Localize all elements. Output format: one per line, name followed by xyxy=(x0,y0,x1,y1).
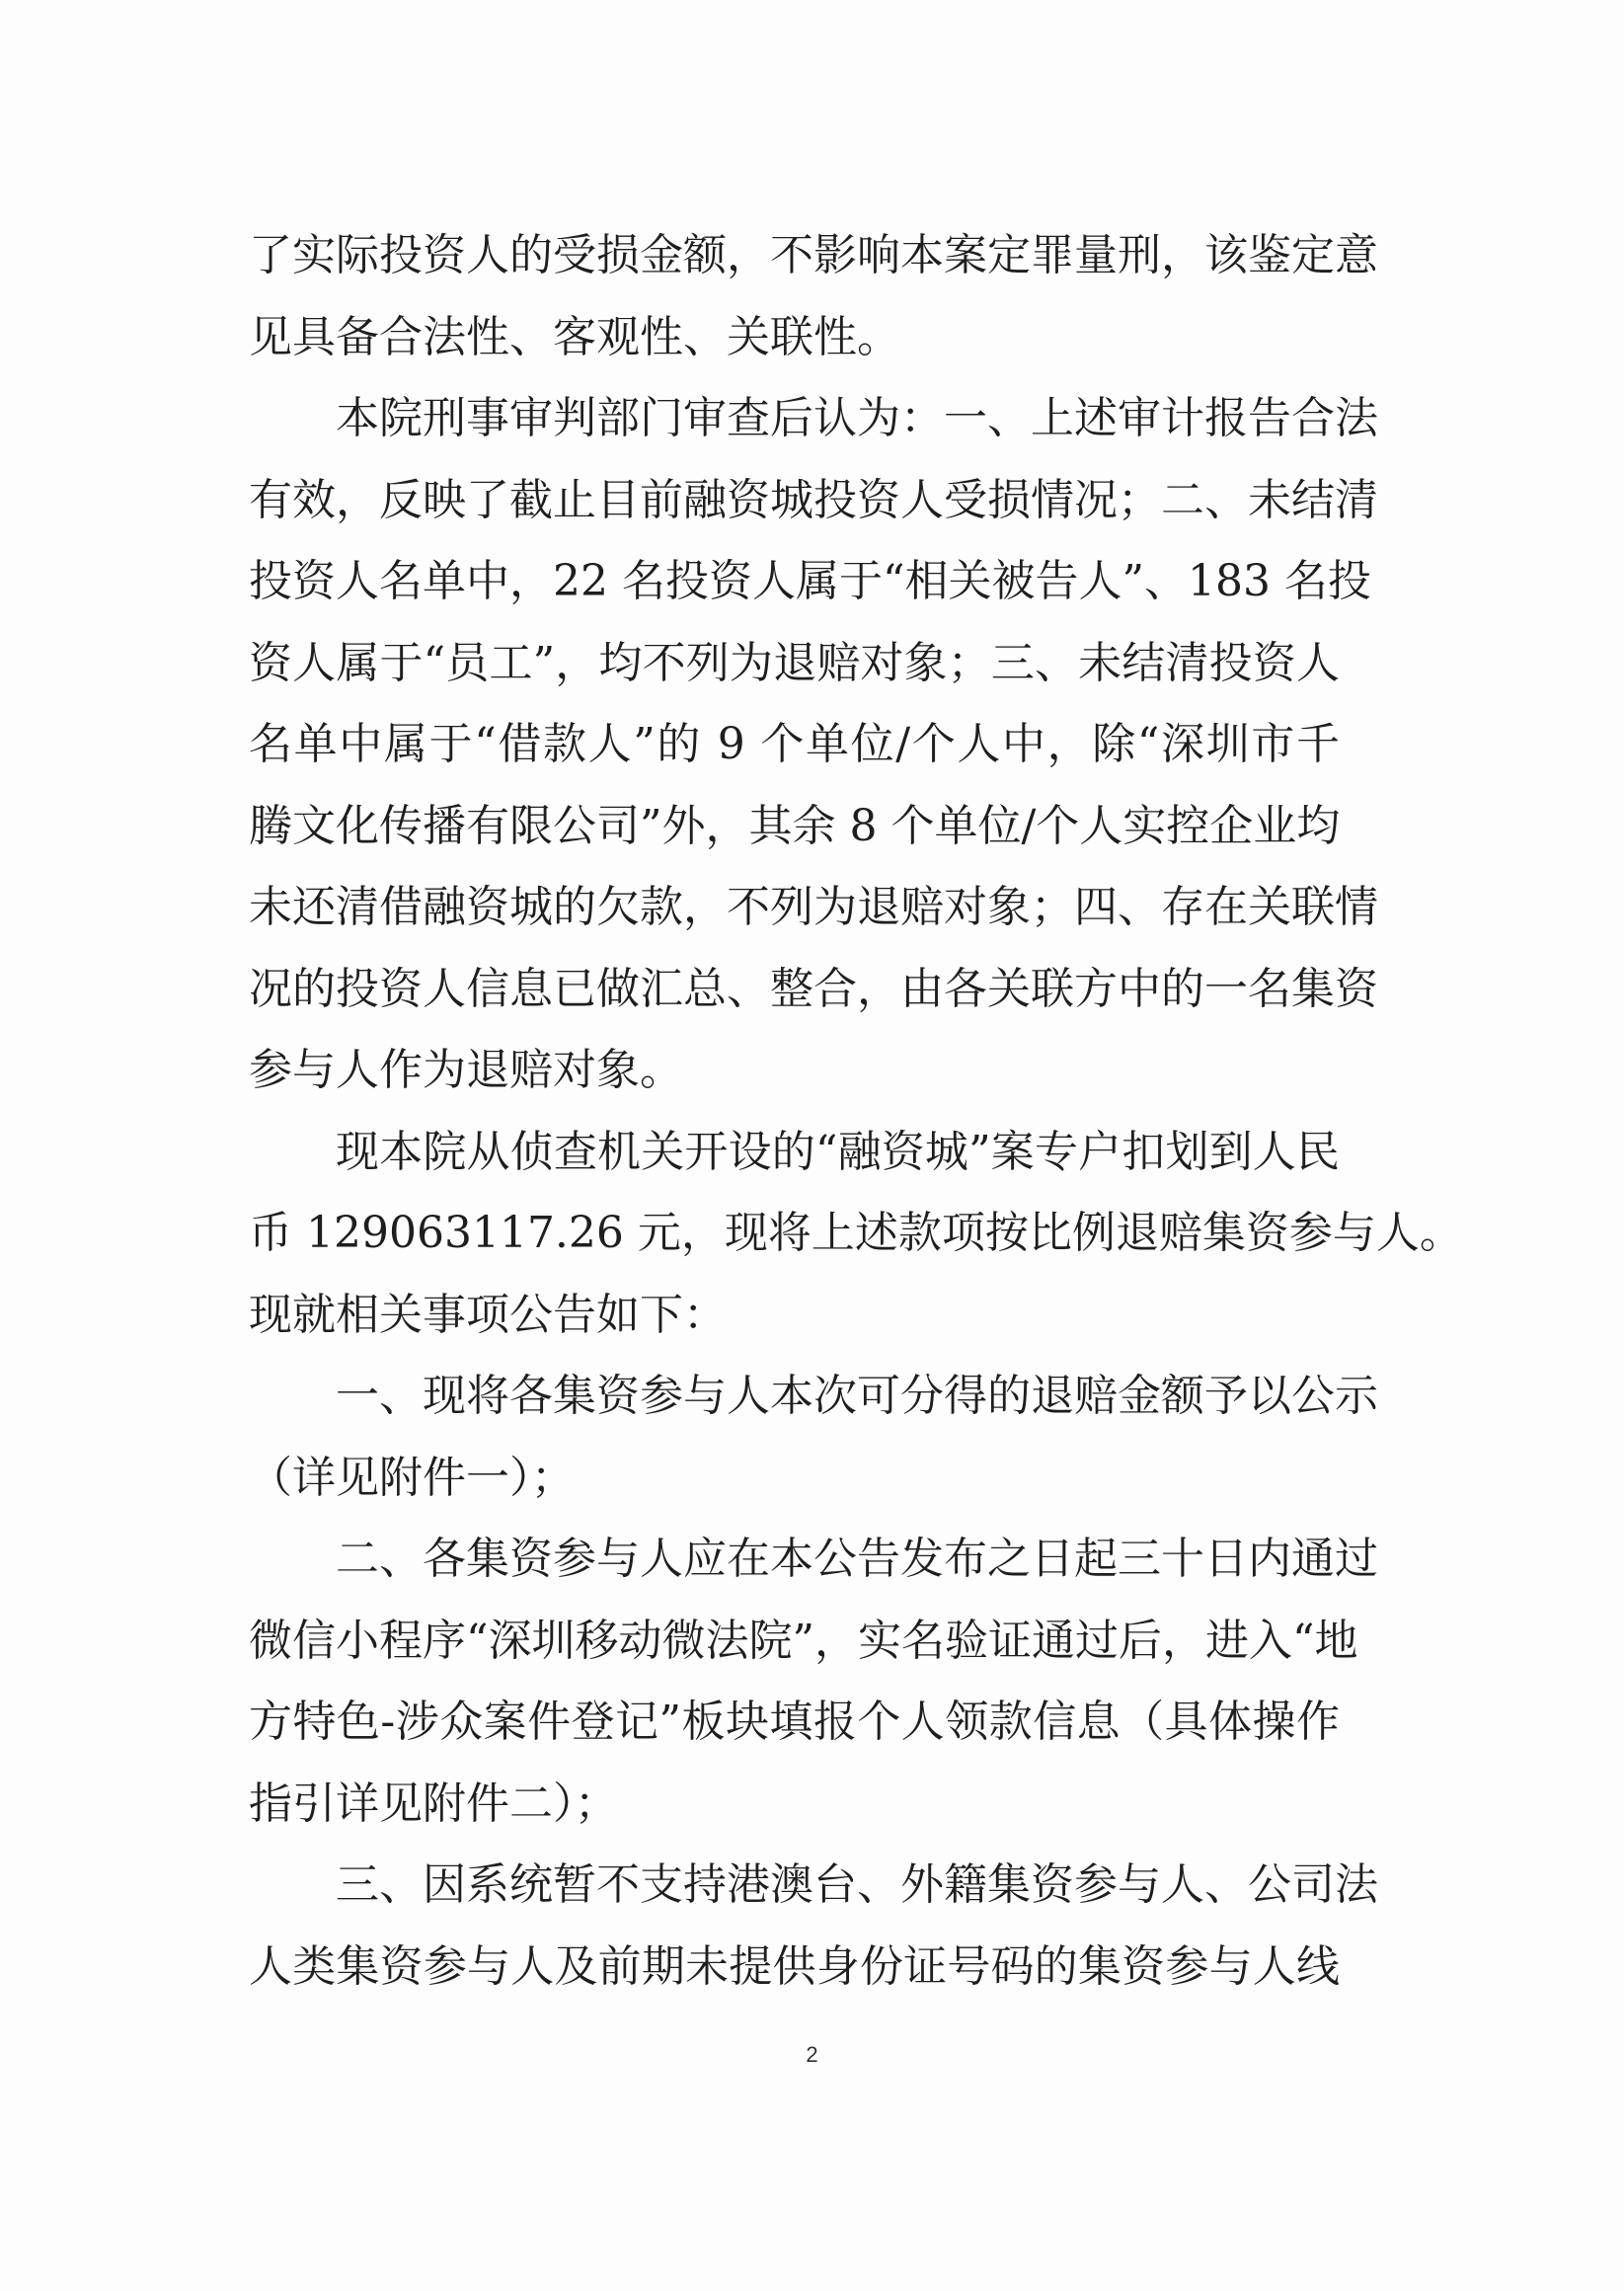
paragraph-start-line: 本院刑事审判部门审查后认为：一、上述审计报告合法 xyxy=(336,393,1378,443)
page-number: 2 xyxy=(806,2042,818,2067)
text-line: 现就相关事项公告如下： xyxy=(249,1289,727,1340)
text-line: 未还清借融资城的欠款，不列为退赔对象；四、存在关联情 xyxy=(249,882,1378,932)
text-line: 资人属于“员工”，均不列为退赔对象；三、未结清投资人 xyxy=(249,637,1340,688)
text-line: 名单中属于“借款人”的 9 个单位/个人中，除“深圳市千 xyxy=(249,719,1340,769)
text-line: 况的投资人信息已做汇总、整合，由各关联方中的一名集资 xyxy=(249,963,1378,1014)
text-line: 了实际投资人的受损金额，不影响本案定罪量刑，该鉴定意 xyxy=(249,230,1378,280)
text-line: 币 129063117.26 元，现将上述款项按比例退赔集资参与人。 xyxy=(249,1208,1463,1258)
text-line: （详见附件一）； xyxy=(249,1452,575,1503)
paragraph-start-line: 二、各集资参与人应在本公告发布之日起三十日内通过 xyxy=(336,1534,1378,1584)
paragraph-start-line: 现本院从侦查机关开设的“融资城”案专户扣划到人民 xyxy=(336,1126,1340,1177)
text-line: 微信小程序“深圳移动微法院”，实名验证通过后，进入“地 xyxy=(249,1615,1358,1666)
text-line: 指引详见附件二）； xyxy=(249,1778,618,1829)
paragraph-start-line: 一、现将各集资参与人本次可分得的退赔金额予以公示 xyxy=(336,1371,1378,1421)
text-line: 人类集资参与人及前期未提供身份证号码的集资参与人线 xyxy=(249,1940,1340,1992)
body-text xyxy=(249,215,1463,2008)
text-line: 有效，反映了截止目前融资城投资人受损情况；二、未结清 xyxy=(249,474,1378,525)
text-line: 投资人名单中，22 名投资人属于“相关被告人”、183 名投 xyxy=(249,556,1371,606)
paragraph-start-line: 三、因系统暂不支持港澳台、外籍集资参与人、公司法 xyxy=(336,1859,1378,1910)
text-line: 参与人作为退赔对象。 xyxy=(249,1045,683,1095)
text-line: 腾文化传播有限公司”外，其余 8 个单位/个人实控企业均 xyxy=(249,800,1341,851)
text-line: 方特色-涉众案件登记”板块填报个人领款信息（具体操作 xyxy=(249,1697,1340,1747)
text-line: 见具备合法性、客观性、关联性。 xyxy=(249,311,900,362)
